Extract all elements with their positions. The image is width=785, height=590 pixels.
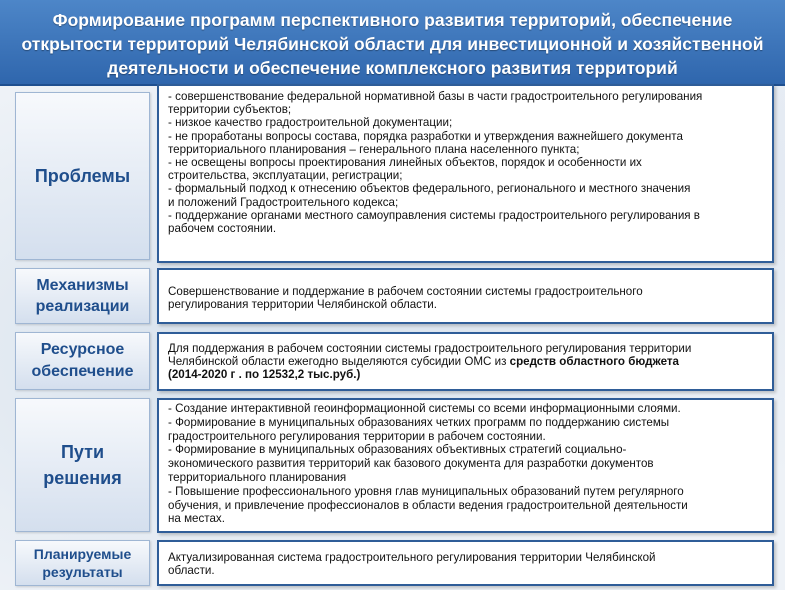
solutions-box (157, 398, 774, 533)
text-line: - не освещены вопросы проектирования линейных объектов, порядок и особенности их (168, 156, 642, 170)
text-bold: (2014-2020 г . по 12532,2 тыс.руб.) (168, 368, 361, 382)
label-text: Планируемые (33, 546, 132, 562)
text-line: градостроительного регулирования территории в рабочем состоянии. (168, 429, 546, 443)
text-line (168, 355, 766, 368)
text-line: обучения, и привлечение профессионалов в области ведения градостроительной деятельности (168, 498, 688, 512)
text-line (168, 368, 766, 381)
text-line: Совершенствование и поддержание в рабочем состоянии системы градостроительного (168, 285, 643, 298)
text-line: Актуализированная система градостроительного регулирования территории Челябинской (168, 551, 656, 564)
label-text: Проблемы (34, 165, 131, 186)
text-plain: Челябинской области ежегодно выделяются субсидии ОМС из (168, 355, 510, 369)
label-results (15, 540, 150, 586)
problems-box (157, 84, 774, 263)
text-line: - Повышение профессионального уровня глав муниципальных образований путем регулярного (168, 484, 684, 498)
title-line: открытости территорий Челябинской области для инвестиционной и хозяйственной (21, 34, 764, 54)
text-line: территории субъектов; (168, 103, 292, 117)
label-resources (15, 332, 150, 390)
text-line: - поддержание органами местного самоуправления системы градостроительного регулирования в (168, 208, 700, 222)
resources-box (157, 332, 774, 391)
text-line: - совершенствование федеральной нормативной базы в части градостроительного регулирования (168, 90, 703, 103)
text-line: рабочем состоянии. (168, 222, 277, 236)
label-solutions (15, 398, 150, 532)
text-bold: средств областного бюджета (509, 355, 679, 369)
text-line: Для поддержания в рабочем состоянии системы градостроительного регулирования территории (168, 342, 692, 355)
text-line: области. (168, 564, 215, 578)
title-line: деятельности и обеспечение комплексного развития территорий (107, 58, 678, 78)
label-text: результаты (42, 564, 123, 580)
label-text: решения (43, 468, 122, 488)
text-line: и положений Градостроительного кодекса; (168, 195, 399, 209)
page-title (0, 0, 785, 86)
label-text: Ресурсное (40, 341, 125, 358)
label-text: Пути (60, 442, 105, 462)
text-line: территориального планирования (168, 470, 347, 484)
label-text: обеспечение (31, 363, 134, 380)
label-text: реализации (35, 298, 130, 315)
title-line: Формирование программ перспективного развития территорий, обеспечение (52, 10, 733, 30)
text-line: регулирования территории Челябинской области. (168, 298, 437, 312)
label-problems (15, 92, 150, 260)
text-line: территориального планирования – генерального плана населенного пункта; (168, 142, 580, 156)
text-line: экономического развития территорий как базового документа для разработки документов (168, 457, 654, 471)
text-line: строительства, эксплуатации, регистрации; (168, 169, 403, 183)
label-mechanisms (15, 268, 150, 324)
text-line: - формальный подход к отнесению объектов федерального, регионального и местного значения (168, 182, 691, 196)
mechanisms-box (157, 268, 774, 324)
text-line: - Формирование в муниципальных образованиях объективных стратегий социально- (168, 443, 627, 457)
text-line: - Создание интерактивной геоинформационной системы со всеми информационными слоями. (168, 402, 681, 415)
text-line: - Формирование в муниципальных образованиях четких программ по поддержанию системы (168, 415, 670, 429)
text-line: на местах. (168, 512, 225, 526)
text-line: - не проработаны вопросы состава, порядка разработки и утверждения важнейшего документа (168, 129, 683, 143)
results-box (157, 540, 774, 586)
label-text: Механизмы (36, 277, 129, 294)
text-line: - низкое качество градостроительной документации; (168, 116, 453, 130)
